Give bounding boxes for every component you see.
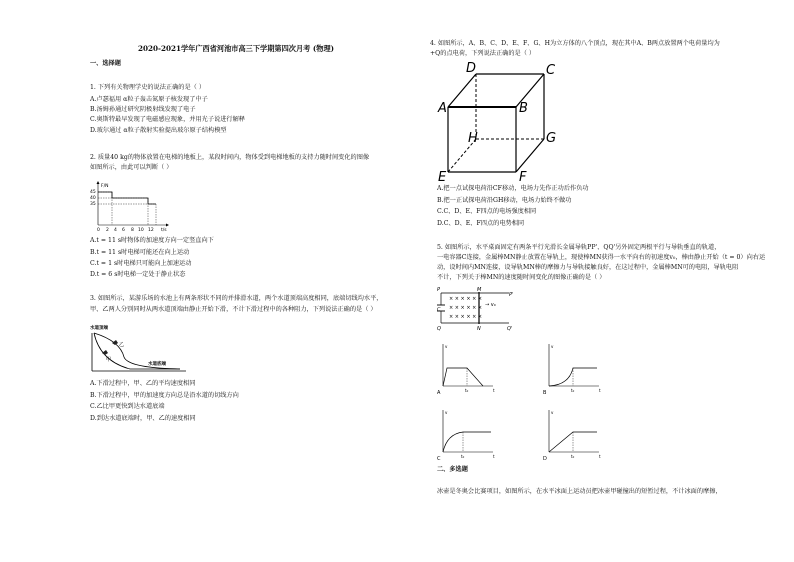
q5-label-q-prime: Q' — [507, 326, 513, 332]
q2-graph-xtick-12: 12 — [148, 228, 154, 233]
q3-person-jia-shape — [102, 350, 108, 355]
svg-text:× × × × × ×: × × × × × × — [449, 305, 483, 311]
q6-stem: 冰壶是冬奥会比赛项目，如图所示，在水平冰面上运动员把冰壶甲碰撞出的短暂过程，不计冰面的摩擦， — [437, 488, 722, 495]
q4-option-a: A.把一点试探电荷沿CF移动，电场力先作正功后作负功 — [437, 185, 589, 192]
q4-label-d: D — [466, 61, 477, 76]
q3-label-jia: 甲 — [106, 357, 112, 363]
q2-graph-xtick-8: 8 — [131, 228, 134, 233]
q4-cube-figure — [438, 61, 568, 185]
q2-graph-xtick-4: 4 — [114, 228, 117, 233]
q1-option-c: C.奥斯特最早发现了电磁感应现象，并用光子说进行解释 — [90, 116, 245, 123]
q5-graph-option-d — [543, 408, 603, 462]
svg-text:t₀: t₀ — [461, 454, 465, 459]
q5-velocity-arrow: → v₀ — [485, 302, 496, 308]
q2-stem-line2: 如图所示，由此可以判断（ ） — [90, 164, 173, 171]
page-title: 2020-2021学年广西省河池市高三下学期第四次月考 (物理) — [138, 44, 335, 53]
svg-text:× × × × × ×: × × × × × × — [449, 314, 483, 320]
q5-label-n: N — [477, 326, 481, 332]
q3-option-a: A.下滑过程中，甲、乙的平均速度相同 — [90, 380, 196, 387]
section-heading-multi: 二、多选题 — [437, 466, 468, 473]
q3-label-top: 水道顶端 — [90, 326, 108, 331]
q4-option-b: B.把一正试探电荷沿GH移动，电场力始终不做功 — [437, 197, 572, 204]
q4-stem-line1: 4. 如图所示，A、B、C、D、E、F、G、H为立方体的八个顶点，现在其中A、B两点放置两个电荷量均为 — [430, 40, 720, 47]
svg-text:t: t — [599, 454, 601, 459]
svg-text:t₀: t₀ — [571, 388, 575, 393]
q5-label-p: P — [437, 287, 441, 293]
section-heading-choice: 一、选择题 — [90, 60, 121, 67]
q4-label-c: C — [546, 63, 556, 78]
q2-graph-ytick-35: 35 — [90, 202, 96, 207]
svg-text:t: t — [599, 388, 601, 393]
q5-graph-b-letter: B — [543, 390, 547, 396]
q2-graph-ytick-45: 45 — [90, 190, 96, 195]
q5-stem-line1: 5. 如图所示，水平桌面固定有两条平行光滑长金属导轨PP'、QQ'另外固定两根平行与导轨垂直的轨道， — [437, 244, 721, 251]
q2-option-b: B.t = 11 s时电梯可能还在向上运动 — [90, 249, 190, 256]
q3-label-bottom: 水道底端 — [148, 362, 166, 367]
q5-graph-option-a — [437, 342, 497, 396]
q5-graph-a-letter: A — [437, 390, 441, 396]
svg-text:v: v — [551, 410, 554, 415]
svg-text:t: t — [493, 454, 495, 459]
q5-stem-line4: 不计，下列关于棒MN的速度随时间变化的图像正确的是（ ） — [437, 274, 606, 281]
svg-text:v: v — [445, 410, 448, 415]
q1-option-a: A.卢瑟福用 α粒子轰击氮原子核发现了中子 — [90, 96, 208, 103]
svg-text:t₀: t₀ — [571, 454, 575, 459]
q3-option-c: C.乙比甲更快到达水道底端 — [90, 403, 165, 410]
svg-text:t₀: t₀ — [465, 388, 469, 393]
q2-force-time-graph — [90, 181, 170, 233]
q3-stem-line2: 甲、乙两人分别同时从两水道顶端由静止开始下滑，不计下滑过程中的各种阻力，下列说法正确的是（ ） — [90, 306, 377, 313]
svg-text:t: t — [493, 388, 495, 393]
svg-text:v: v — [551, 344, 554, 349]
q2-option-a: A.t = 11 s时物体的加速度方向一定竖直向下 — [90, 237, 214, 244]
q5-stem-line2: 一电容器C连接，金属棒MN静止放置在导轨上，现使棒MN获得一水平向右的初速度v₀，棒由静止开始（t = 0）向右运 — [437, 254, 766, 261]
q5-rail-capacitor-figure — [437, 286, 517, 332]
q5-stem-line3: 动，设时间内MN连接，设导轨MN棒的摩擦力与导轨接触良好，在这过程中，金属棒MN可的电阻，导轨电阻 — [437, 264, 739, 271]
q4-stem-line2: +Q的点电荷，下列说法正确的是（ ） — [430, 50, 536, 57]
q2-graph-xtick-0: 0 — [97, 228, 100, 233]
q4-label-e: E — [438, 170, 447, 185]
svg-text:× × × × × ×: × × × × × × — [449, 296, 483, 302]
svg-text:v: v — [445, 344, 448, 349]
q5-graph-d-letter: D — [543, 456, 547, 462]
q4-label-b: B — [519, 101, 528, 116]
q3-water-slide-figure — [90, 325, 190, 375]
q1-option-d: D.玻尔通过 α粒子散射实验提出玻尔原子结构模型 — [90, 127, 227, 134]
q3-option-d: D.到达水道底端时，甲、乙的速度相同 — [90, 415, 196, 422]
q3-stem-line1: 3. 如图所示，某游乐场的水池上有两条形状不同的并排滑水道，两个水道顶端高度相同，底端切线均水平， — [90, 295, 383, 302]
q5-graph-option-b — [543, 342, 603, 396]
q2-option-c: C.t = 1 s时电梯只可能向上加速运动 — [90, 260, 192, 267]
q5-graph-c-letter: C — [437, 456, 441, 462]
q4-option-c: C.C、D、E、F四点的电场强度相同 — [437, 208, 537, 215]
q2-graph-ytick-40: 40 — [90, 196, 96, 201]
q3-option-b: B.下滑过程中，甲的加速度方向总是沿水道的切线方向 — [90, 392, 239, 399]
q1-option-b: B.汤姆孙通过研究阴极射线发现了电子 — [90, 106, 196, 113]
q1-stem: 1. 下列有关物理学史的说法正确的是（ ） — [90, 84, 206, 91]
q2-graph-xtick-10: 10 — [138, 228, 144, 233]
q5-label-p-prime: P' — [509, 292, 514, 298]
q5-label-m: M — [477, 287, 482, 293]
q2-graph-xtick-2: 2 — [106, 228, 109, 233]
q4-label-g: G — [546, 131, 557, 146]
q4-option-d: D.C、D、E、F四点的电势相同 — [437, 220, 525, 227]
q2-graph-xtick-6: 6 — [122, 228, 125, 233]
q4-label-f: F — [519, 170, 527, 185]
q4-label-h: H — [468, 131, 478, 146]
q2-stem-line1: 2. 质量40 kg的物体放置在电梯的地板上，某段时间内，物体受到电梯地板的支持力随时间变化的图像 — [90, 154, 370, 161]
q4-label-a: A — [438, 101, 447, 116]
q2-graph-xlabel: t/s — [161, 228, 167, 233]
q5-label-q: Q — [437, 326, 441, 332]
q3-label-yi: 乙 — [119, 342, 125, 348]
q5-label-c: C — [437, 307, 441, 313]
q5-graph-option-c — [437, 408, 497, 462]
q3-person-yi-shape — [112, 340, 118, 345]
q2-option-d: D.t = 6 s时电梯一定处于静止状态 — [90, 271, 186, 278]
q2-graph-ylabel: F/N — [101, 184, 109, 189]
